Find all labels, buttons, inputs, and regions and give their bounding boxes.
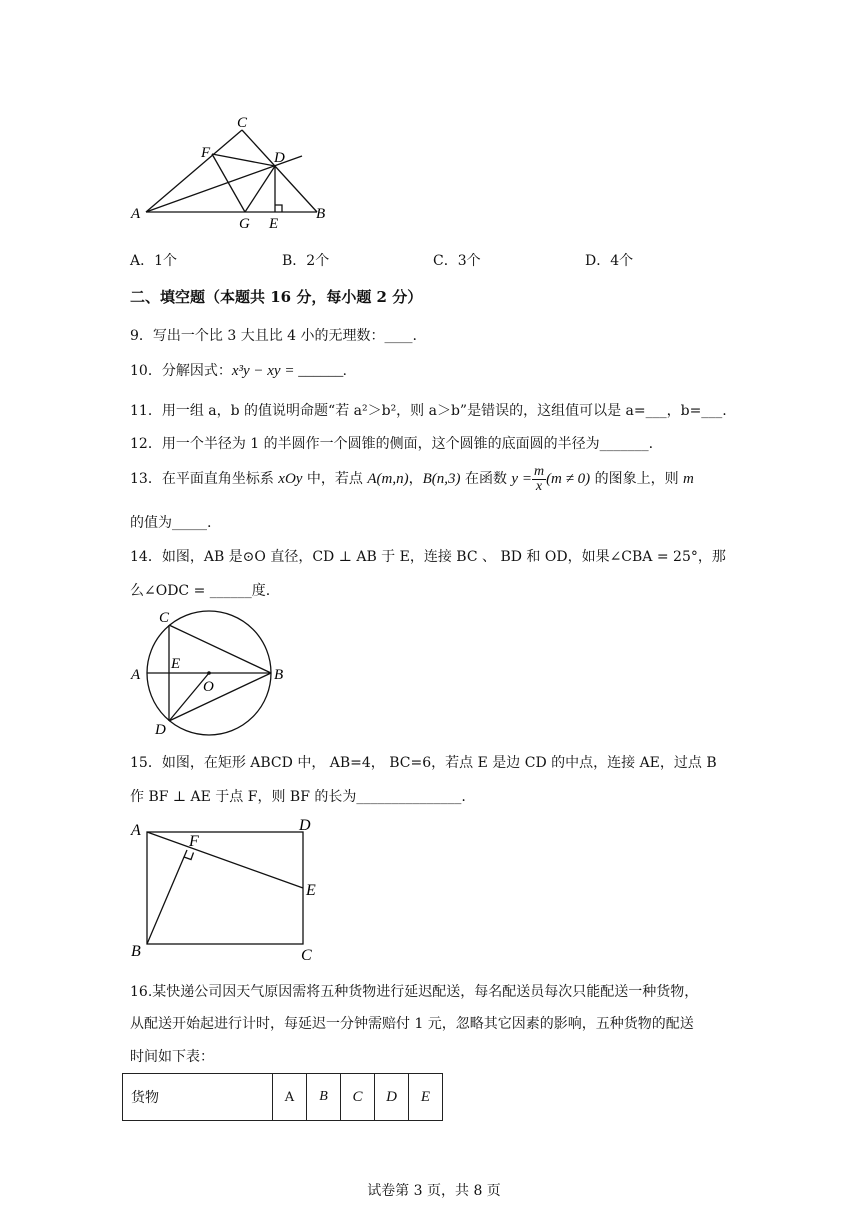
q8-option-d [585, 250, 633, 270]
q16-text-1: 某快递公司因天气原因需将五种货物进行延迟配送，每名配送员每次只能配送一种货物， [152, 984, 699, 1000]
q8-label-e: E [269, 216, 279, 232]
q8-option-b-letter: B． [282, 253, 307, 269]
q16-number: 16. [130, 984, 153, 1000]
q8-label-c: C [237, 115, 248, 131]
q16-line2: 从配送开始起进行计时，每延迟一分钟需赔付 1 元，忽略其它因素的影响，五种货物的配送 [130, 1016, 694, 1032]
q14-label-c: C [159, 610, 170, 626]
q13-number: 13． [130, 471, 162, 487]
q13-line2: 的值为_____. [130, 515, 212, 531]
q15-number: 15． [130, 755, 162, 771]
q10-number: 10． [130, 363, 162, 379]
table-col-d: D [375, 1074, 409, 1121]
table-col-a: A [273, 1074, 307, 1121]
q14-label-b: B [274, 667, 284, 683]
q14-figure [125, 605, 295, 740]
q8-option-d-letter: D． [585, 253, 611, 269]
q11-number: 11． [130, 403, 162, 419]
q13-fraction [532, 465, 546, 494]
q13-point-b: B(n,3) [422, 471, 461, 487]
q14-label-a: A [131, 667, 141, 683]
q13-xoy: xOy [278, 471, 303, 487]
q8-option-b-text: 2个 [306, 253, 330, 269]
q12-text: 用一个半径为 1 的半圆作一个圆锥的侧面，这个圆锥的底面圆的半径为_______. [161, 436, 654, 452]
q13-y: y = [511, 471, 532, 487]
q15-label-a: A [131, 822, 141, 839]
q11-text: 用一组 a，b 的值说明命题“若 a²＞b²，则 a＞b”是错误的，这组值可以是 a=___，b=___. [161, 403, 727, 419]
q8-option-a [130, 250, 177, 270]
q15-label-d: D [299, 817, 311, 834]
q15-text-1: 如图，在矩形 ABCD 中， AB=4， BC=6，若点 E 是边 CD 的中点，连接 AE，过点 B [161, 755, 717, 771]
q13-text-2: 中，若点 [302, 471, 368, 487]
q15-label-b: B [131, 943, 141, 960]
q8-label-b: B [316, 206, 326, 222]
q8-option-c [433, 250, 481, 270]
q15-figure [125, 813, 330, 963]
q8-option-d-text: 4个 [610, 253, 634, 269]
q14-text-1: 如图，AB 是⊙O 直径，CD ⊥ AB 于 E，连接 BC 、 BD 和 OD，如果∠CBA = 25°，那 [161, 549, 726, 565]
q15-line1 [130, 752, 717, 772]
q8-label-g: G [239, 216, 250, 232]
q16-line3: 时间如下表： [130, 1049, 214, 1065]
q10-prefix: 分解因式： [161, 363, 232, 379]
table-col-b: B [307, 1074, 341, 1121]
q14-number: 14． [130, 549, 162, 565]
q13-m: m [683, 471, 694, 487]
q8-option-a-text: 1个 [154, 253, 178, 269]
q8-label-d: D [274, 150, 285, 166]
q13-point-a: A(m,n) [367, 471, 409, 487]
section-heading: 二、填空题（本题共 16 分，每小题 2 分） [130, 288, 423, 306]
q15-line2: 作 BF ⊥ AE 于点 F，则 BF 的长为_______________. [130, 789, 466, 805]
q10 [130, 360, 347, 380]
q15-label-c: C [301, 947, 312, 963]
q13-line1 [130, 464, 694, 494]
q8-option-b [282, 250, 329, 270]
q9-number: 9． [130, 328, 153, 344]
q13-text-5: 的图象上，则 [590, 471, 684, 487]
q16-line1 [130, 981, 698, 1001]
q14-label-o: O [203, 679, 214, 695]
q15-label-e: E [306, 882, 316, 899]
q8-option-c-text: 3个 [457, 253, 481, 269]
q13-frac-den: x [535, 478, 543, 494]
q12-number: 12． [130, 436, 162, 452]
q13-condition: (m ≠ 0) [546, 471, 591, 487]
q14-label-d: D [155, 722, 166, 738]
q8-option-c-letter: C． [433, 253, 458, 269]
q13-text-4: 在函数 [460, 471, 512, 487]
q9 [130, 325, 417, 345]
q16-table [122, 1073, 443, 1121]
page-footer: 试卷第 3 页，共 8 页 [367, 1183, 501, 1199]
q8-option-a-letter: A． [130, 253, 155, 269]
q13-frac-num: m [533, 463, 545, 479]
q14-line2: 么∠ODC = ______度. [130, 583, 271, 599]
q14-label-e: E [171, 656, 181, 672]
table-col-e: E [409, 1074, 443, 1121]
q14-line1 [130, 546, 726, 566]
q10-expression: x³y − xy = ______. [231, 363, 347, 379]
q9-text: 写出一个比 3 大且比 4 小的无理数：____. [152, 328, 417, 344]
q13-text-3: ， [408, 471, 423, 487]
table-row [123, 1074, 443, 1121]
q15-label-f: F [189, 833, 199, 850]
q8-figure [120, 110, 340, 235]
q13-text-1: 在平面直角坐标系 [161, 471, 279, 487]
table-header-goods: 货物 [123, 1074, 273, 1121]
q12 [130, 433, 653, 453]
table-col-c: C [341, 1074, 375, 1121]
q8-label-f: F [201, 145, 211, 161]
q11 [130, 400, 727, 420]
q8-label-a: A [131, 206, 141, 222]
